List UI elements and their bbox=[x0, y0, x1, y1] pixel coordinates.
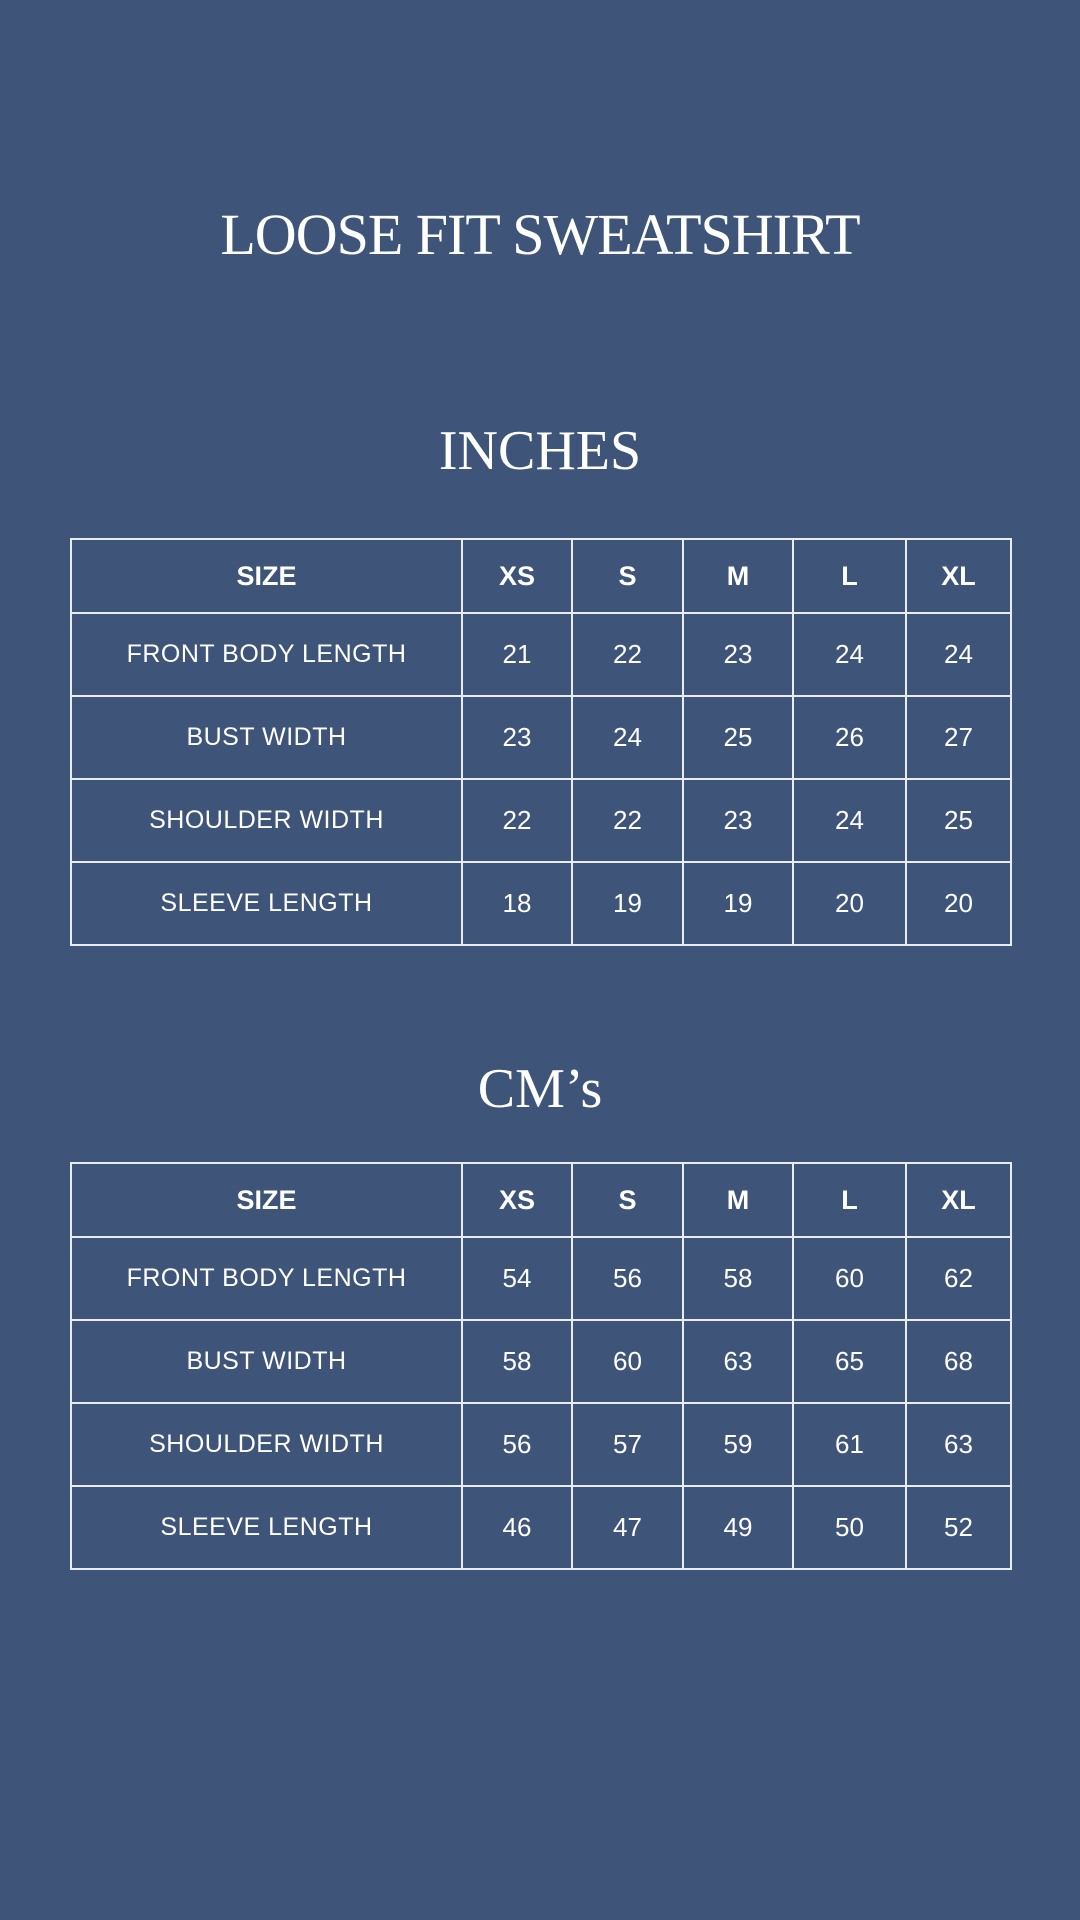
cell-value: 22 bbox=[462, 779, 572, 862]
cell-value: 24 bbox=[572, 696, 683, 779]
header-m: M bbox=[683, 1163, 793, 1237]
page-title: LOOSE FIT SWEATSHIRT bbox=[220, 202, 860, 267]
cell-value: 26 bbox=[793, 696, 906, 779]
cell-value: 52 bbox=[906, 1486, 1011, 1569]
row-label: FRONT BODY LENGTH bbox=[71, 1237, 462, 1320]
cell-value: 68 bbox=[906, 1320, 1011, 1403]
row-label: FRONT BODY LENGTH bbox=[71, 613, 462, 696]
cell-value: 27 bbox=[906, 696, 1011, 779]
inches-size-table bbox=[70, 538, 1012, 946]
cell-value: 20 bbox=[906, 862, 1011, 945]
cell-value: 61 bbox=[793, 1403, 906, 1486]
cms-size-table bbox=[70, 1162, 1012, 1570]
table-row bbox=[71, 862, 1011, 945]
cell-value: 59 bbox=[683, 1403, 793, 1486]
cell-value: 23 bbox=[462, 696, 572, 779]
cell-value: 18 bbox=[462, 862, 572, 945]
cell-value: 63 bbox=[683, 1320, 793, 1403]
row-label: SHOULDER WIDTH bbox=[71, 779, 462, 862]
cell-value: 24 bbox=[906, 613, 1011, 696]
cell-value: 46 bbox=[462, 1486, 572, 1569]
cell-value: 60 bbox=[793, 1237, 906, 1320]
cell-value: 25 bbox=[906, 779, 1011, 862]
cell-value: 65 bbox=[793, 1320, 906, 1403]
cell-value: 20 bbox=[793, 862, 906, 945]
cell-value: 60 bbox=[572, 1320, 683, 1403]
header-s: S bbox=[572, 1163, 683, 1237]
cell-value: 54 bbox=[462, 1237, 572, 1320]
cell-value: 21 bbox=[462, 613, 572, 696]
table-row bbox=[71, 613, 1011, 696]
cms-heading: CM’s bbox=[477, 1058, 603, 1120]
cell-value: 58 bbox=[683, 1237, 793, 1320]
cell-value: 62 bbox=[906, 1237, 1011, 1320]
cell-value: 47 bbox=[572, 1486, 683, 1569]
header-xs: XS bbox=[462, 539, 572, 613]
cell-value: 22 bbox=[572, 613, 683, 696]
cell-value: 23 bbox=[683, 613, 793, 696]
cell-value: 56 bbox=[572, 1237, 683, 1320]
table-row bbox=[71, 696, 1011, 779]
row-label: SLEEVE LENGTH bbox=[71, 862, 462, 945]
cell-value: 19 bbox=[683, 862, 793, 945]
header-size: SIZE bbox=[71, 539, 462, 613]
header-m: M bbox=[683, 539, 793, 613]
cell-value: 19 bbox=[572, 862, 683, 945]
cell-value: 22 bbox=[572, 779, 683, 862]
row-label: BUST WIDTH bbox=[71, 696, 462, 779]
cell-value: 49 bbox=[683, 1486, 793, 1569]
cell-value: 50 bbox=[793, 1486, 906, 1569]
header-xl: XL bbox=[906, 539, 1011, 613]
cell-value: 57 bbox=[572, 1403, 683, 1486]
table-row bbox=[71, 1403, 1011, 1486]
header-l: L bbox=[793, 1163, 906, 1237]
cell-value: 24 bbox=[793, 779, 906, 862]
cell-value: 56 bbox=[462, 1403, 572, 1486]
table-row bbox=[71, 779, 1011, 862]
cell-value: 24 bbox=[793, 613, 906, 696]
table-header-row bbox=[71, 539, 1011, 613]
header-xl: XL bbox=[906, 1163, 1011, 1237]
header-size: SIZE bbox=[71, 1163, 462, 1237]
table-row bbox=[71, 1237, 1011, 1320]
header-l: L bbox=[793, 539, 906, 613]
table-header-row bbox=[71, 1163, 1011, 1237]
table-row bbox=[71, 1320, 1011, 1403]
cell-value: 23 bbox=[683, 779, 793, 862]
cell-value: 63 bbox=[906, 1403, 1011, 1486]
row-label: SHOULDER WIDTH bbox=[71, 1403, 462, 1486]
cell-value: 25 bbox=[683, 696, 793, 779]
row-label: SLEEVE LENGTH bbox=[71, 1486, 462, 1569]
table-row bbox=[71, 1486, 1011, 1569]
cell-value: 58 bbox=[462, 1320, 572, 1403]
row-label: BUST WIDTH bbox=[71, 1320, 462, 1403]
inches-heading: INCHES bbox=[438, 420, 642, 482]
header-s: S bbox=[572, 539, 683, 613]
header-xs: XS bbox=[462, 1163, 572, 1237]
